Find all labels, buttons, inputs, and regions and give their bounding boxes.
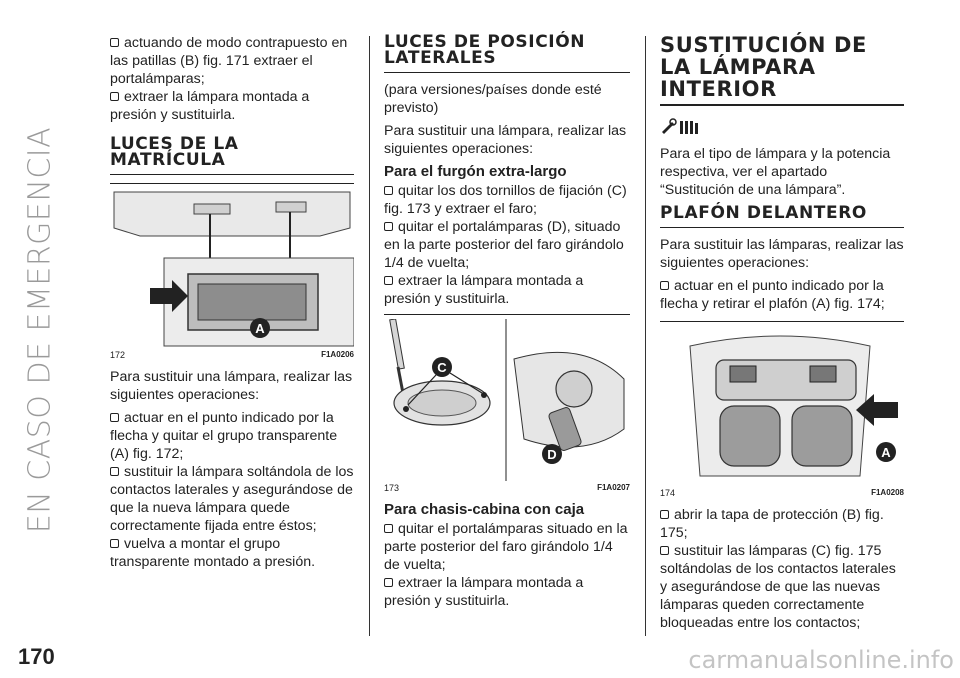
figure-label-c: C	[437, 360, 447, 375]
checkbox-bullet-icon	[384, 578, 393, 587]
list-item: quitar el portalámparas situado en la parte posterior del faro girándolo 1/4 de vuelta;	[384, 521, 628, 573]
checkbox-bullet-icon	[384, 524, 393, 533]
checkbox-bullet-icon	[110, 467, 119, 476]
list-item: abrir la tapa de protección (B) fig. 175;	[660, 507, 884, 541]
license-light-illustration	[110, 188, 354, 348]
figure-label-a: A	[881, 445, 891, 460]
list-item: vuelva a montar el grupo transparente montado a presión.	[110, 536, 316, 570]
figure-number: 174	[660, 488, 676, 498]
column-1	[110, 34, 354, 571]
figure-caption	[384, 483, 630, 493]
list-item: extraer la lámpara montada a presión y sustituirla.	[384, 273, 584, 307]
section-heading: SUSTITUCIÓN DE LA LÁMPARA INTERIOR	[660, 34, 904, 106]
figure-caption	[110, 350, 354, 360]
watermark: carmanualsonline.info	[688, 646, 954, 674]
column-2	[384, 34, 630, 610]
section-heading: LUCES DE LA MATRÍCULA	[110, 136, 354, 175]
column-3	[660, 34, 904, 632]
tools-icon	[660, 118, 700, 136]
sub-heading: Para el furgón extra-largo	[384, 163, 567, 180]
section-title: EN CASO DE EMERGENCIA	[22, 126, 58, 534]
list-item: extraer la lámpara montada a presión y sustituirla.	[110, 89, 310, 123]
figure-code: F1A0206	[321, 350, 354, 359]
figure-caption	[660, 488, 904, 498]
list-item: actuar en el punto indicado por la flecha y retirar el plafón (A) fig. 174;	[660, 278, 885, 312]
sidebar	[0, 0, 100, 678]
checkbox-bullet-icon	[110, 38, 119, 47]
figure-number: 172	[110, 350, 126, 360]
checkbox-bullet-icon	[660, 510, 669, 519]
interior-light-illustration	[660, 326, 904, 486]
list-item: quitar los dos tornillos de fijación (C) fig. 173 y extraer el faro;	[384, 183, 627, 217]
checkbox-bullet-icon	[384, 186, 393, 195]
checkbox-bullet-icon	[660, 281, 669, 290]
figure-code: F1A0207	[597, 483, 630, 492]
figure-number: 173	[384, 483, 400, 493]
checkbox-bullet-icon	[660, 546, 669, 555]
paragraph: Para sustituir una lámpara, realizar las siguientes operaciones:	[384, 123, 627, 157]
list-item: extraer la lámpara montada a presión y sustituirla.	[384, 575, 584, 609]
side-light-illustration	[384, 319, 630, 481]
sub-heading: Para chasis-cabina con caja	[384, 501, 585, 518]
paragraph: Para sustituir las lámparas, realizar las siguientes operaciones:	[660, 237, 904, 271]
figure-173	[384, 314, 630, 481]
figure-code: F1A0208	[871, 488, 904, 497]
paragraph: Para el tipo de lámpara y la potencia respectiva, ver el apartado “Sustitución de una lámpara”.	[660, 146, 891, 198]
figure-label-a: A	[255, 321, 265, 336]
sub-section-heading: PLAFÓN DELANTERO	[660, 205, 904, 228]
checkbox-bullet-icon	[384, 276, 393, 285]
paragraph: Para sustituir una lámpara, realizar las siguientes operaciones:	[110, 369, 353, 403]
list-item: actuando de modo contrapuesto en las patillas (B) fig. 171 extraer el portalámparas;	[110, 35, 348, 87]
column-divider	[645, 36, 646, 636]
checkbox-bullet-icon	[110, 92, 119, 101]
list-item: actuar en el punto indicado por la flecha y quitar el grupo transparente (A) fig. 172;	[110, 410, 338, 462]
section-heading: LUCES DE POSICIÓN LATERALES	[384, 34, 630, 73]
paragraph: (para versiones/países donde esté previsto)	[384, 82, 602, 116]
figure-172	[110, 183, 354, 348]
figure-label-d: D	[547, 447, 557, 462]
list-item: sustituir las lámparas (C) fig. 175 soltándolas de los contactos laterales y asegurándose de que las nuevas lámparas queden correctamente bloqueadas entre los contactos;	[660, 543, 896, 631]
column-divider	[369, 36, 370, 636]
list-item: sustituir la lámpara soltándola de los contactos laterales y asegurándose de que la nueva lámpara quede correctamente fijada entre éstos;	[110, 464, 354, 534]
checkbox-bullet-icon	[110, 539, 119, 548]
figure-174	[660, 321, 904, 486]
checkbox-bullet-icon	[384, 222, 393, 231]
checkbox-bullet-icon	[110, 413, 119, 422]
page-number: 170	[18, 644, 55, 669]
list-item: quitar el portalámparas (D), situado en la parte posterior del faro girándolo 1/4 de vuelta;	[384, 219, 624, 271]
